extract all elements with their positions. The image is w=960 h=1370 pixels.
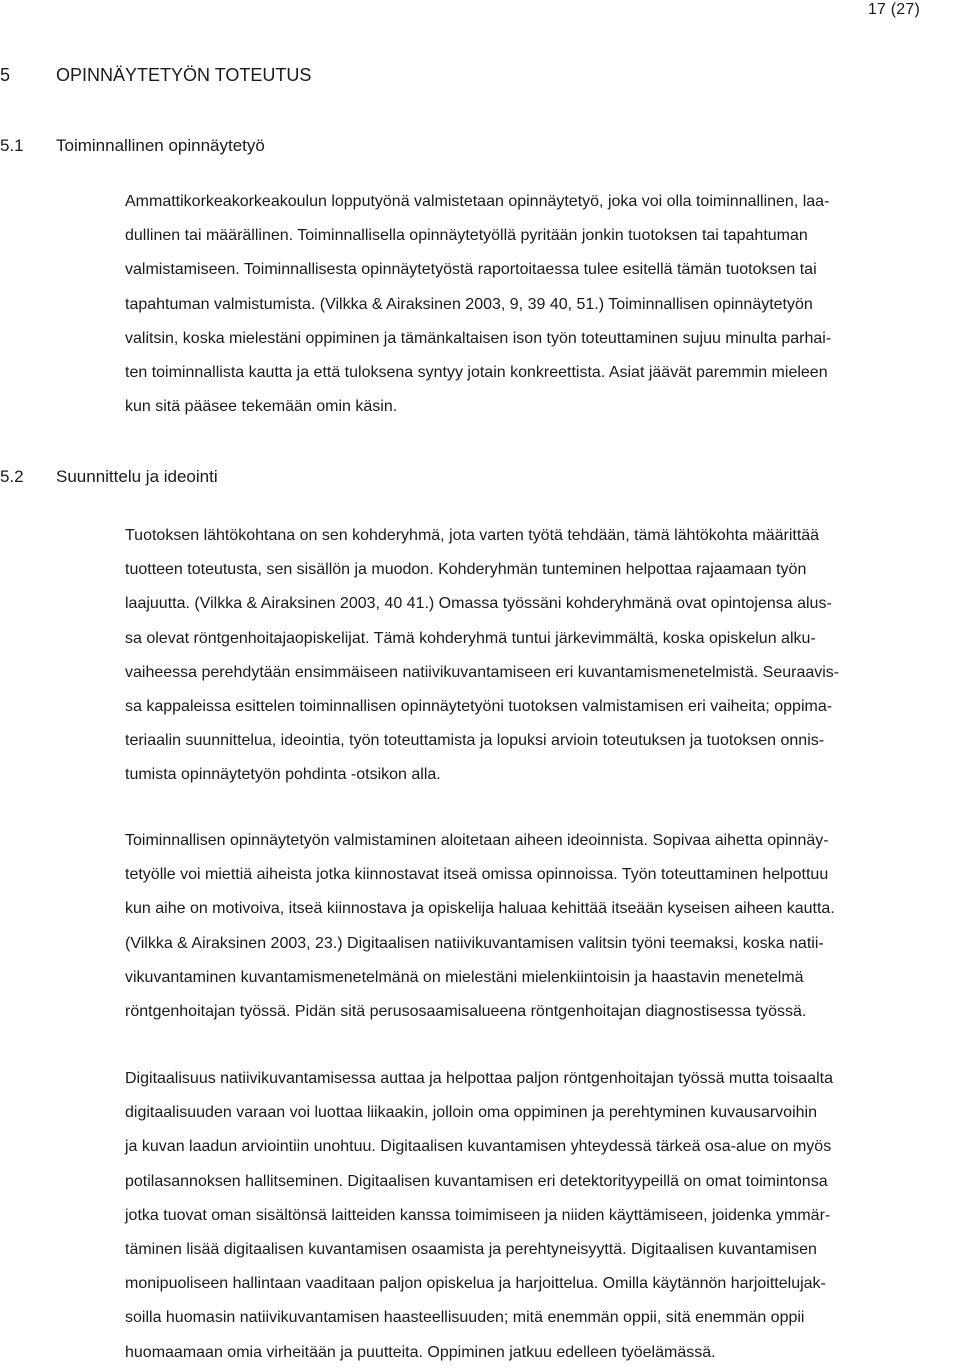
- page-number: 17 (27): [867, 1, 920, 18]
- chapter-heading: [0, 64, 311, 86]
- section-number: 5.1: [0, 136, 24, 155]
- text-line: sa olevat röntgenhoitajaopiskelijat. Tämä kohderyhmä tuntui järkevimmältä, koska opiskelun alku-: [125, 629, 816, 647]
- chapter-number: 5: [0, 65, 11, 85]
- text-line: Ammattikorkeakorkeakoulun lopputyönä valmistetaan opinnäytetyö, joka voi olla toiminnallinen, laa-: [125, 193, 830, 210]
- text-line: tumista opinnäytetyön pohdinta -otsikon alla.: [125, 766, 441, 784]
- section-heading-5-1: [0, 135, 265, 157]
- section-5-2-paragraph-2: [125, 824, 959, 1029]
- text-line: laajuutta. (Vilkka & Airaksinen 2003, 40 41.) Omassa työssäni kohderyhmänä ovat opintojensa alus-: [125, 595, 832, 613]
- section-title: Suunnittelu ja ideointi: [56, 467, 218, 486]
- text-line: teriaalin suunnittelua, ideointia, työn toteuttamista ja lopuksi arvioin toteutuksen ja tuotoksen onnis-: [125, 732, 825, 750]
- text-line: monipuoliseen hallintaan vaaditaan paljon opiskelua ja harjoittelua. Omilla käytännön harjoittelujak-: [125, 1275, 826, 1293]
- text-line: Digitaalisuus natiivikuvantamisessa auttaa ja helpottaa paljon röntgenhoitajan työssä mutta toisaalta: [125, 1070, 833, 1087]
- section-5-2-paragraph-1: [125, 519, 959, 793]
- text-line: jotka tuovat oman sisältönsä laitteiden kanssa toimimiseen ja niiden käyttämiseen, joidenka ymmär-: [125, 1206, 831, 1224]
- text-line: täminen lisää digitaalisen kuvantamisen osaamista ja perehtyneisyyttä. Digitaalisen kuvantamisen: [125, 1240, 817, 1258]
- text-line: (Vilkka & Airaksinen 2003, 23.) Digitaalisen natiivikuvantamisen valitsin työni teemaksi, koska natii-: [125, 934, 824, 952]
- section-5-1-paragraph: [125, 185, 959, 424]
- text-line: Toiminnallisen opinnäytetyön valmistaminen aloitetaan aiheen ideoinnista. Sopivaa aihetta opinnäy-: [125, 832, 829, 849]
- text-line: huomaamaan omia virheitään ja puutteita. Oppiminen jatkuu edelleen työelämässä.: [125, 1343, 716, 1361]
- text-line: tuotteen toteutusta, sen sisällön ja muodon. Kohderyhmän tunteminen helpottaa rajaamaan työn: [125, 561, 807, 579]
- text-line: valitsin, koska mielestäni oppiminen ja tämänkaltaisen ison työn toteuttaminen sujuu minulta parhai-: [125, 329, 832, 347]
- text-line: kun sitä pääsee tekemään omin käsin.: [125, 398, 398, 416]
- text-line: valmistamiseen. Toiminnallisesta opinnäytetyöstä raportoitaessa tulee esitellä tämän tuotoksen tai: [125, 261, 817, 279]
- text-line: sa kappaleissa esittelen toiminnallisen opinnäytetyöni tuotoksen valmistamisen eri vaiheita; oppima-: [125, 697, 833, 715]
- text-line: vikuvantaminen kuvantamismenetelmänä on mielestäni mielenkiintoisin ja haastavin menetelmä: [125, 968, 804, 986]
- chapter-title: OPINNÄYTETYÖN TOTEUTUS: [56, 65, 312, 85]
- section-number: 5.2: [0, 467, 24, 486]
- section-heading-5-2: [0, 466, 218, 488]
- text-line: dullinen tai määrällinen. Toiminnallisella opinnäytetyöllä pyritään jonkin tuotoksen tai tapahtuman: [125, 227, 808, 245]
- text-line: röntgenhoitajan työssä. Pidän sitä perusosaamisalueena röntgenhoitajan diagnostisessa työssä.: [125, 1002, 807, 1020]
- text-line: kun aihe on motivoiva, itseä kiinnostava ja opiskelija haluaa kehittää itseään kyseisen aiheen kautta.: [125, 900, 835, 918]
- section-5-2-paragraph-3: [125, 1062, 959, 1370]
- text-line: vaiheessa perehdytään ensimmäiseen natiivikuvantamiseen eri kuvantamismenetelmistä. Seuraavis-: [125, 663, 840, 681]
- text-line: digitaalisuuden varaan voi luottaa liikaakin, jolloin oma oppiminen ja perehtyminen kuvausarvoihin: [125, 1104, 817, 1122]
- text-line: tetyölle voi miettiä aiheista jotka kiinnostavat itseä omissa opinnoissa. Työn toteuttaminen helpottuu: [125, 866, 829, 884]
- text-line: potilasannoksen hallitseminen. Digitaalisen kuvantamisen eri detektorityypeillä on omat toimintonsa: [125, 1172, 828, 1190]
- text-line: tapahtuman valmistumista. (Vilkka & Airaksinen 2003, 9, 39 40, 51.) Toiminnallisen opinnäytetyön: [125, 295, 813, 313]
- text-line: Tuotoksen lähtökohtana on sen kohderyhmä, jota varten työtä tehdään, tämä lähtökohta määrittää: [125, 527, 820, 544]
- text-line: soilla huomasin natiivikuvantamisen haasteellisuuden; mitä enemmän oppii, sitä enemmän oppii: [125, 1309, 805, 1327]
- text-line: ja kuvan laadun arviointiin unohtuu. Digitaalisen kuvantamisen yhteydessä tärkeä osa-alue on myös: [125, 1138, 832, 1156]
- section-title: Toiminnallinen opinnäytetyö: [56, 136, 265, 155]
- text-line: ten toiminnallista kautta ja että tuloksena syntyy jotain konkreettista. Asiat jäävät paremmin mieleen: [125, 363, 828, 381]
